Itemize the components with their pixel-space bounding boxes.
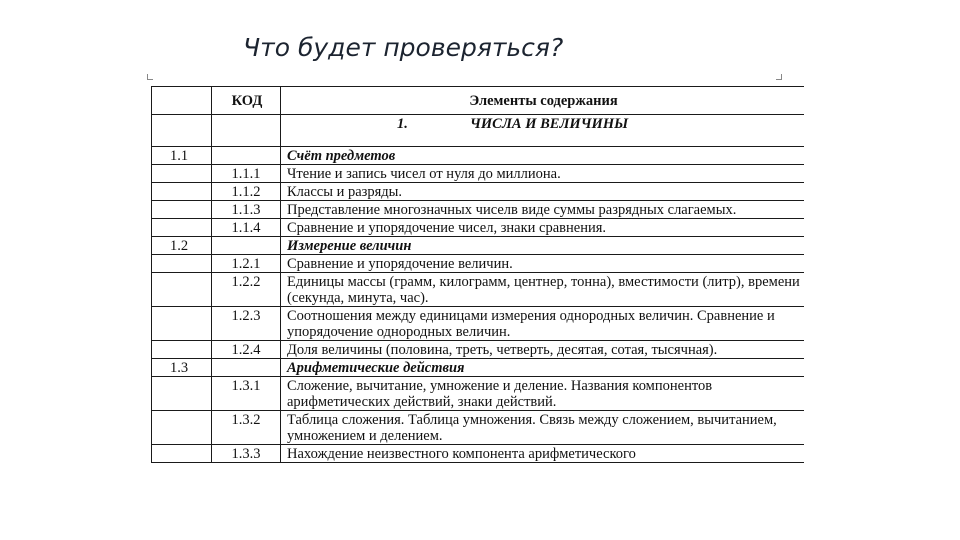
content-table-frame: [151, 86, 804, 519]
table-row: [152, 183, 805, 201]
table-row: [152, 255, 805, 273]
group-cell: [152, 307, 212, 341]
group-cell: 1.2: [152, 237, 212, 255]
table-row: [152, 341, 805, 359]
table-row: [152, 237, 805, 255]
header-cell-content: Элементы содержания: [281, 87, 805, 115]
table-row: [152, 273, 805, 307]
table-row: [152, 165, 805, 183]
section-row: [152, 115, 805, 147]
code-cell: 1.1.4: [212, 219, 281, 237]
group-cell: [152, 183, 212, 201]
code-cell: [212, 359, 281, 377]
table-row: [152, 201, 805, 219]
code-cell: 1.1.2: [212, 183, 281, 201]
table-header-row: [152, 87, 805, 115]
code-cell: 1.1.3: [212, 201, 281, 219]
header-cell-code: КОД: [212, 87, 281, 115]
group-cell: [152, 445, 212, 463]
table-row: [152, 147, 805, 165]
group-cell: [152, 219, 212, 237]
code-cell: 1.3.1: [212, 377, 281, 411]
group-cell: [152, 377, 212, 411]
group-cell: [152, 165, 212, 183]
code-cell: 1.2.4: [212, 341, 281, 359]
content-cell: Сложение, вычитание, умножение и деление. Названия компонентов арифметических действий, знаки действий.: [281, 377, 805, 411]
table-row: [152, 307, 805, 341]
table-row: [152, 377, 805, 411]
section-number: 1.: [397, 116, 408, 132]
group-cell: [152, 255, 212, 273]
content-cell: Доля величины (половина, треть, четверть, десятая, сотая, тысячная).: [281, 341, 805, 359]
content-cell: Счёт предметов: [281, 147, 805, 165]
section-group-cell: [152, 115, 212, 147]
content-cell: Измерение величин: [281, 237, 805, 255]
content-cell: Сравнение и упорядочение чисел, знаки сравнения.: [281, 219, 805, 237]
code-cell: 1.1.1: [212, 165, 281, 183]
group-cell: 1.1: [152, 147, 212, 165]
page-corner-mark-left: [147, 74, 153, 80]
section-title: ЧИСЛА И ВЕЛИЧИНЫ: [470, 116, 629, 132]
content-cell: Чтение и запись чисел от нуля до миллиона.: [281, 165, 805, 183]
table-row: [152, 359, 805, 377]
group-cell: 1.3: [152, 359, 212, 377]
code-cell: 1.2.2: [212, 273, 281, 307]
group-cell: [152, 201, 212, 219]
content-cell: Классы и разряды.: [281, 183, 805, 201]
table-row: [152, 219, 805, 237]
section-code-cell: [212, 115, 281, 147]
content-cell: Представление многозначных чиселв виде суммы разрядных слагаемых.: [281, 201, 805, 219]
code-cell: 1.2.3: [212, 307, 281, 341]
code-cell: [212, 147, 281, 165]
slide-title: Что будет проверяться?: [243, 33, 564, 62]
section-heading-cell: [281, 115, 805, 147]
code-cell: 1.3.2: [212, 411, 281, 445]
group-cell: [152, 273, 212, 307]
code-cell: 1.2.1: [212, 255, 281, 273]
content-cell: Единицы массы (грамм, килограмм, центнер, тонна), вместимости (литр), времени (секунда, минута, час).: [281, 273, 805, 307]
content-cell: Таблица сложения. Таблица умножения. Связь между сложением, вычитанием, умножением и делением.: [281, 411, 805, 445]
content-cell: Соотношения между единицами измерения однородных величин. Сравнение и упорядочение однородных величин.: [281, 307, 805, 341]
page-corner-mark-right: [776, 74, 782, 80]
table-row: [152, 445, 805, 463]
content-cell: Нахождение неизвестного компонента арифметического: [281, 445, 805, 463]
content-cell: Арифметические действия: [281, 359, 805, 377]
content-cell: Сравнение и упорядочение величин.: [281, 255, 805, 273]
table-row: [152, 411, 805, 445]
group-cell: [152, 341, 212, 359]
content-elements-table: [151, 86, 804, 463]
header-cell-group: [152, 87, 212, 115]
code-cell: 1.3.3: [212, 445, 281, 463]
code-cell: [212, 237, 281, 255]
group-cell: [152, 411, 212, 445]
